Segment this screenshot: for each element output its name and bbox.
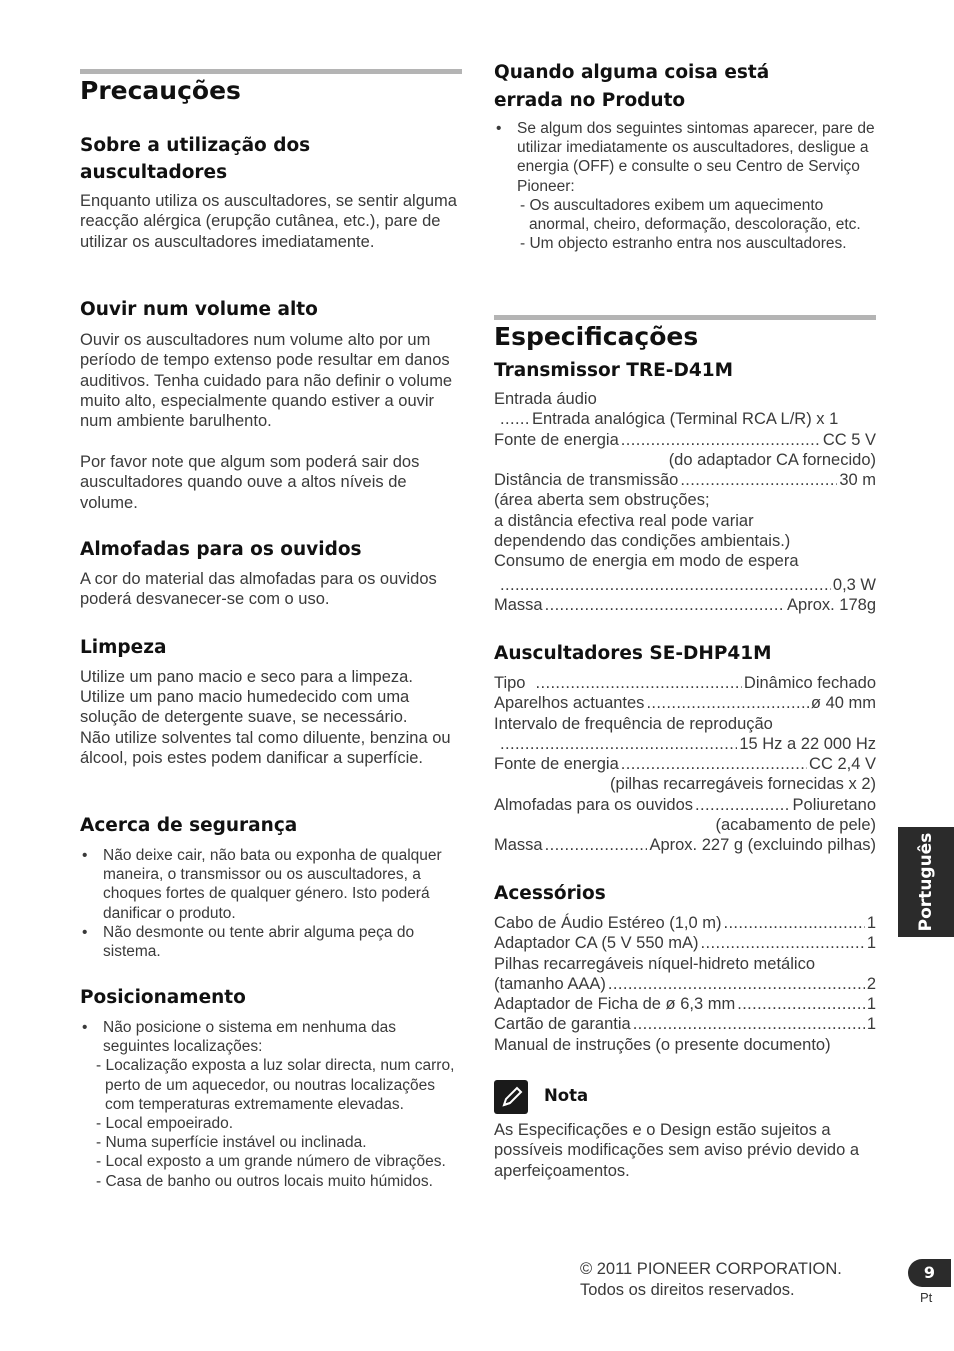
spec-headphones-mass: Massa ..... Aprox. 227 g (excluindo pilhas) [494,835,876,855]
positioning-sub-2: - Local empoeirado. [96,1115,233,1133]
text-volume-1: Ouvir os auscultadores num volume alto por um período de tempo extenso pode resultar em danos auditivos. Tenha cuidado para não definir o volume muito alto, especialmente quando estiver a ouvir num ambiente barulhento. [80,331,453,431]
page-title-precautions: Precauções [80,76,241,105]
text-cleaning-2: Utilize um pano macio humedecido com uma solução de detergente suave, se necessário. [80,688,410,727]
heading-transmitter: Transmissor TRE-D41M [494,360,733,381]
heading-headphones-specs: Auscultadores SE-DHP41M [494,643,772,664]
text-headphones-use: Enquanto utiliza os auscultadores, se sentir alguma reacção alérgica (erupção cutânea, etc.), pare de utilizar os auscultadores imediatamente. [80,192,457,251]
positioning-list [80,1018,462,1191]
spec-drivers: Aparelhos actuantes ..... ø 40 mm [494,693,876,713]
accessory-item: Cabo de Áudio Estéreo (1,0 m) ..... 1 [494,913,876,933]
positioning-sub-5: - Casa de banho ou outros locais muito húmidos. [96,1172,433,1190]
positioning-sub-4: - Local exposto a um grande número de vibrações. [96,1153,446,1171]
title-rule-right [494,315,876,320]
heading-accessories: Acessórios [494,883,606,904]
copyright-line-1: © 2011 PIONEER CORPORATION. [580,1260,842,1278]
title-rule-left [80,69,462,74]
accessory-manual: Manual de instruções (o presente documento) [494,1035,831,1054]
note-pencil-icon [494,1080,528,1114]
text-cleaning-3: Não utilize solventes tal como diluente, benzina ou álcool, pois estes podem danificar a superfície. [80,729,451,768]
spec-audio-input-label: Entrada áudio [494,390,597,408]
spec-headphones-power: Fonte de energia ..... CC 2,4 V [494,754,876,774]
spec-standby-label: Consumo de energia em modo de espera [494,552,799,571]
positioning-sub-1: - Localização exposta a luz solar directa, num carro, perto de um aquecedor, ou noutras localizações com temperaturas extremamente elevadas. [96,1057,455,1113]
heading-positioning: Posicionamento [80,987,246,1008]
specs-title: Especificações [494,322,699,351]
spec-distance-note-3: dependendo das condições ambientais.) [494,532,791,551]
language-tab-label: Português [916,832,936,932]
trouble-bullet: • Se algum dos seguintes sintomas aparecer, pare de utilizar imediatamente os auscultadores, desligue a energia (OFF) e consulte o seu Centro de Serviço Pioneer: [494,119,876,196]
accessory-item: (tamanho AAA) ..... 2 [494,974,876,994]
spec-pads: Almofadas para os ouvidos ..... Poliuretano [494,795,876,815]
spec-freq-label: Intervalo de frequência de reprodução [494,714,773,733]
accessory-item: Cartão de garantia ..... 1 [494,1014,876,1034]
heading-headphones-use: Sobre a utilização dos auscultadores [80,135,311,183]
safety-bullet-1: • Não deixe cair, não bata ou exponha de qualquer maneira, o transmissor ou os auscultadores, a choques fortes de qualquer género. Isto poderá danificar o produto. [80,846,462,923]
text-cleaning-1: Utilize um pano macio e seco para a limpeza. [80,668,413,686]
spec-audio-input: ..... Entrada analógica (Terminal RCA L/R) x 1 [494,409,876,429]
spec-transmitter-power-note: (do adaptador CA fornecido) [668,450,876,469]
spec-freq: ..... 15 Hz a 22 000 Hz [494,734,876,754]
note-title: Nota [544,1086,589,1105]
copyright [580,1259,842,1301]
heading-troubleshooting: Quando alguma coisa está errada no Produto [494,62,770,111]
positioning-sub-3: - Numa superfície instável ou inclinada. [96,1134,367,1152]
accessory-item: Adaptador de Ficha de ø 6,3 mm ..... 1 [494,994,876,1014]
spec-transmitter-mass: Massa ..... Aprox. 178g [494,595,876,615]
language-tab [898,827,954,937]
spec-pads-note: (acabamento de pele) [715,816,876,835]
spec-standby: ..... 0,3 W [494,575,876,595]
note-text: As Especificações e o Design estão sujeitos a possíveis modificações sem aviso prévio devido a aperfeiçoamentos. [494,1121,860,1180]
spec-transmitter-power: Fonte de energia ..... CC 5 V [494,430,876,450]
spec-distance-note-1: (área aberta sem obstruções; [494,491,710,510]
page-language-code: Pt [920,1290,933,1305]
spec-headphones-power-note: (pilhas recarregáveis fornecidas x 2) [610,775,876,794]
heading-ear-pads: Almofadas para os ouvidos [80,539,362,560]
transmitter-specs [494,389,876,615]
heading-safety: Acerca de segurança [80,815,298,836]
trouble-sub-1: - Os auscultadores exibem um aquecimento anormal, cheiro, deformação, descoloração, etc. [520,196,861,234]
spec-distance: Distância de transmissão ..... 30 m [494,470,876,490]
headphones-specs [494,673,876,856]
positioning-bullet: • Não posicione o sistema em nenhuma das seguintes localizações: [80,1018,462,1056]
heading-cleaning: Limpeza [80,637,167,658]
heading-volume: Ouvir num volume alto [80,299,318,320]
page-number: 9 [908,1259,951,1287]
safety-bullet-2: • Não desmonte ou tente abrir alguma peça do sistema. [80,923,462,961]
accessories-list [494,913,876,1055]
accessory-item: Adaptador CA (5 V 550 mA) ..... 1 [494,933,876,953]
text-volume-2: Por favor note que algum som poderá sair dos auscultadores quando ouve a altos níveis de volume. [80,453,420,512]
copyright-line-2: Todos os direitos reservados. [580,1281,795,1299]
trouble-sub-2: - Um objecto estranho entra nos auscultadores. [520,235,847,253]
spec-distance-note-2: a distância efectiva real pode variar [494,511,754,530]
safety-list [80,846,462,961]
text-ear-pads: A cor do material das almofadas para os ouvidos poderá desvanecer-se com o uso. [80,570,437,609]
accessory-batteries-line: Pilhas recarregáveis níquel-hidreto metálico [494,954,815,973]
spec-type: Tipo ..... Dinâmico fechado [494,673,876,693]
trouble-list [494,119,876,253]
